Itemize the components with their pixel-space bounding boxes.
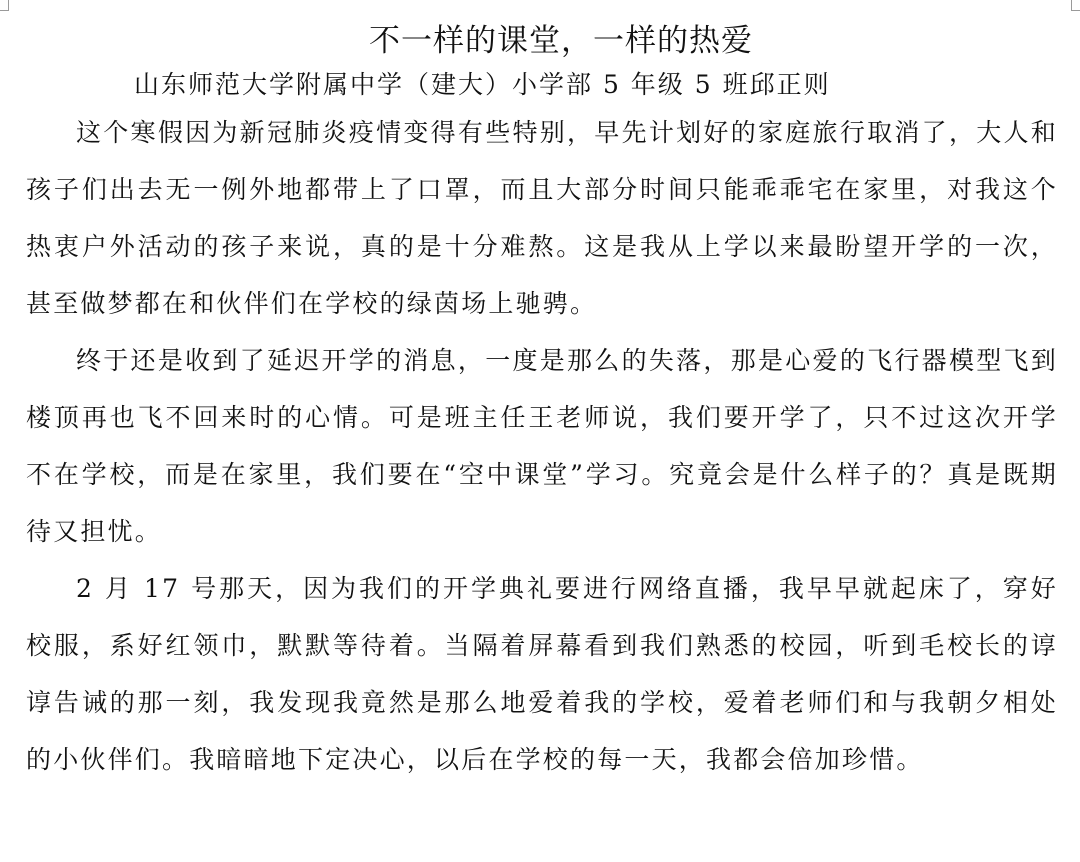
paragraph-1: 这个寒假因为新冠肺炎疫情变得有些特别，早先计划好的家庭旅行取消了，大人和孩子们出去无一例外地都带上了口罩，而且大部分时间只能乖乖宅在家里，对我这个热衷户外活动的孩子来说，真的是十分难熬。这是我从上学以来最盼望开学的一次，甚至做梦都在和伙伴们在学校的绿茵场上驰骋。 (26, 118, 1058, 318)
document-body (26, 16, 1058, 788)
page-corner-mark-right (1071, 0, 1080, 11)
author-byline: 山东师范大学附属中学（建大）小学部 5 年级 5 班邱正则 (134, 70, 831, 99)
paragraph-2: 终于还是收到了延迟开学的消息，一度是那么的失落，那是心爱的飞行器模型飞到楼顶再也飞不回来时的心情。可是班主任王老师说，我们要开学了，只不过这次开学不在学校，而是在家里，我们要在“空中课堂”学习。究竟会是什么样子的？真是既期待又担忧。 (26, 346, 1058, 546)
paragraph-3: 2 月 17 号那天，因为我们的开学典礼要进行网络直播，我早早就起床了，穿好校服，系好红领巾，默默等待着。当隔着屏幕看到我们熟悉的校园，听到毛校长的谆谆告诫的那一刻，我发现我竟然是那么地爱着我的学校，爱着老师们和与我朝夕相处的小伙伴们。我暗暗地下定决心，以后在学校的每一天，我都会倍加珍惜。 (26, 574, 1058, 774)
document-title: 不一样的课堂，一样的热爱 (369, 23, 753, 59)
page-corner-mark-left (0, 0, 9, 11)
